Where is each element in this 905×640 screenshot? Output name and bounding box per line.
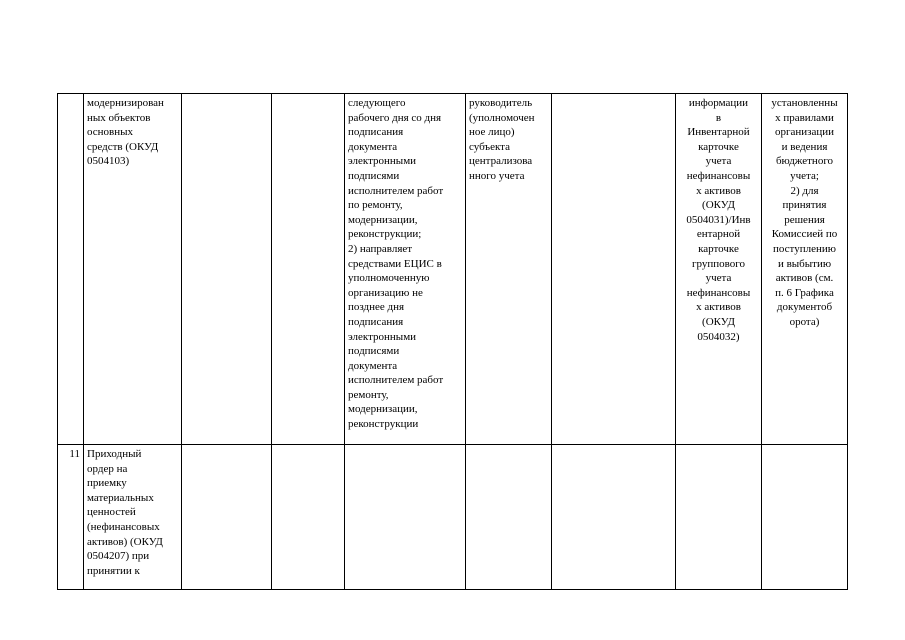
row-number-cell: 11 <box>58 445 84 590</box>
table-row <box>58 94 848 445</box>
table-cell <box>182 445 272 590</box>
responsible-cell: руководитель (уполномочен ное лицо) субъекта централизова нного учета <box>466 94 552 445</box>
table-cell <box>762 445 848 590</box>
document-name-cell: модернизирован ных объектов основных средств (ОКУД 0504103) <box>84 94 182 445</box>
table-cell <box>676 445 762 590</box>
document-table <box>57 93 848 590</box>
table-cell <box>345 445 466 590</box>
table-cell <box>272 445 345 590</box>
table-cell <box>552 445 676 590</box>
procedure-cell: следующего рабочего дня со дня подписания документа электронными подписями исполнителем работ по ремонту, модернизации, реконструкции; 2) направляет средствами ЕЦИС в уполномоченную организацию не позднее дня подписания электронными подписями документа исполнителем работ ремонту, модернизации, реконструкции <box>345 94 466 445</box>
document-name-cell: Приходный ордер на приемку материальных ценностей (нефинансовых активов) (ОКУД 0504207) при принятии к <box>84 445 182 590</box>
table-cell <box>272 94 345 445</box>
table-row <box>58 445 848 590</box>
table-cell <box>182 94 272 445</box>
purpose-cell: установленны х правилами организации и ведения бюджетного учета; 2) для принятия решения Комиссией по поступлению и выбытию активов (см. п. 6 Графика документоб орота) <box>762 94 848 445</box>
register-cell: информации в Инвентарной карточке учета нефинансовы х активов (ОКУД 0504031)/Инв ентарной карточке группового учета нефинансовы х активов (ОКУД 0504032) <box>676 94 762 445</box>
table-cell <box>552 94 676 445</box>
row-number-cell <box>58 94 84 445</box>
table-cell <box>466 445 552 590</box>
